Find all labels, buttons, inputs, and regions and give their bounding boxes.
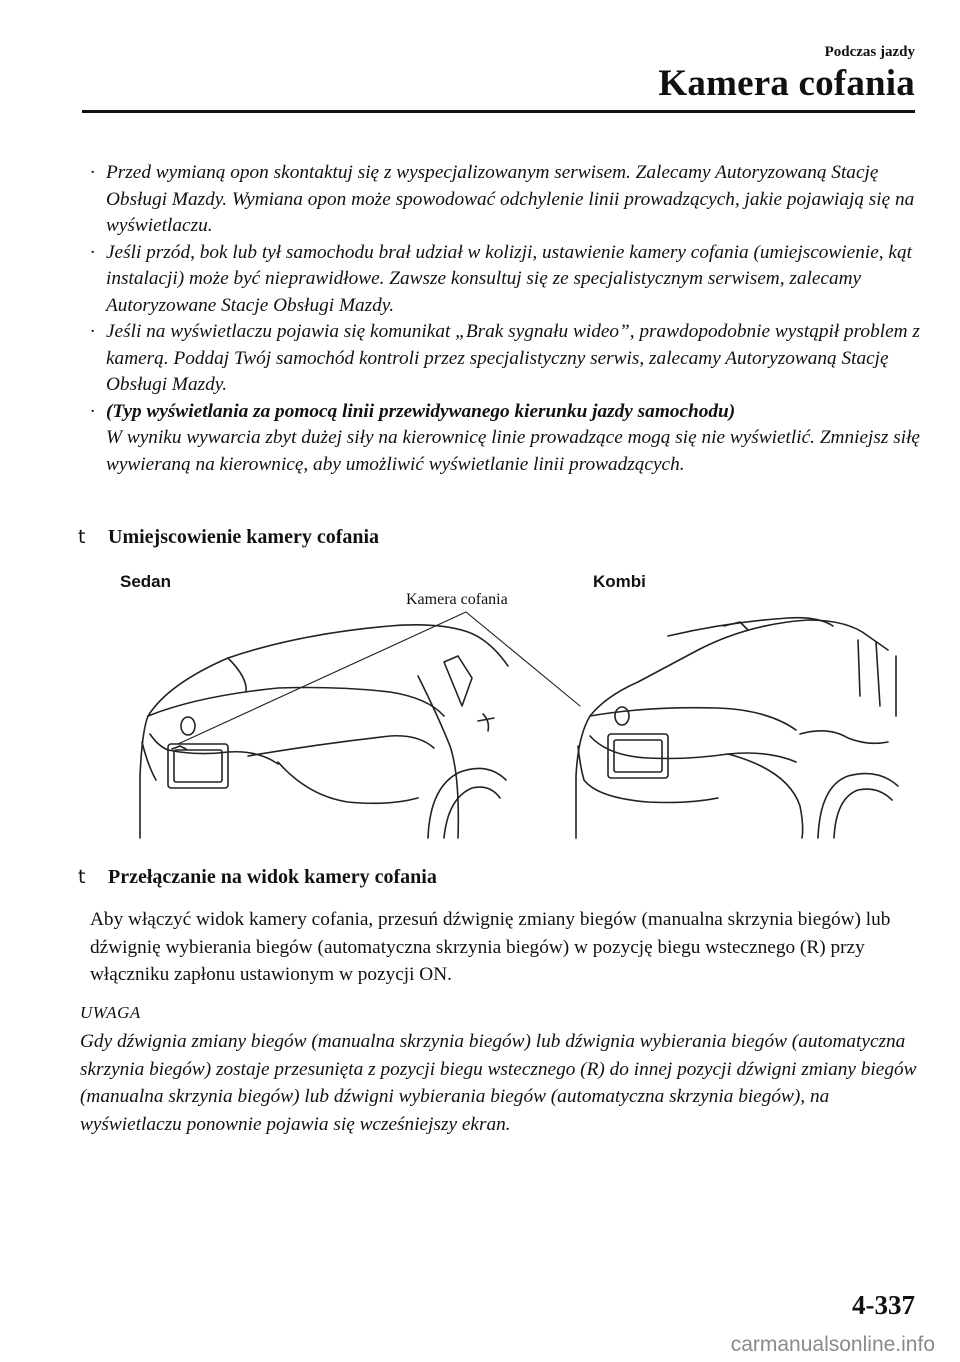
figure-label-sedan: Sedan bbox=[120, 572, 172, 591]
bullet-dot: · bbox=[90, 321, 95, 342]
section-heading-text: Przełączanie na widok kamery cofania bbox=[108, 866, 437, 888]
figure-callout-camera: Kamera cofania bbox=[406, 591, 508, 608]
bullet-item bbox=[90, 160, 920, 240]
page-title: Kamera cofania bbox=[658, 63, 915, 104]
bullet-text: W wyniku wywarcia zbyt dużej siły na kierownicę linie prowadzące mogą się nie wyświetlić. Zmniejsz siłę wywieraną na kierownicę, aby umożliwić wyświetlanie linii prowadzących. bbox=[106, 427, 920, 475]
header-rule bbox=[82, 110, 915, 113]
car-illustration bbox=[128, 566, 918, 842]
bullet-title: (Typ wyświetlania za pomocą linii przewidywanego kierunku jazdy samochodu) bbox=[106, 400, 736, 422]
section-heading-switching bbox=[78, 866, 437, 889]
bullet-dot: · bbox=[90, 400, 95, 422]
bullet-item bbox=[90, 240, 920, 320]
sedan-outline bbox=[140, 625, 508, 838]
bullet-text: Jeśli na wyświetlaczu pojawia się komunikat „Brak sygnału wideo”, prawdopodobnie wystąpił problem z kamerą. Poddaj Twój samochód kontroli przez specjalistyczny serwis, zalecamy Autoryzowaną Stację Obsługi Mazdy. bbox=[106, 321, 920, 395]
section-heading-location bbox=[78, 526, 379, 549]
section-marker: t bbox=[78, 866, 86, 888]
watermark: carmanualsonline.info bbox=[730, 1333, 935, 1356]
page-number: 4-337 bbox=[852, 1290, 915, 1320]
header-section: Podczas jazdy bbox=[824, 44, 915, 60]
section-heading-text: Umiejscowienie kamery cofania bbox=[108, 526, 380, 548]
bullet-dot: · bbox=[90, 162, 95, 183]
bullet-text: Jeśli przód, bok lub tył samochodu brał udział w kolizji, ustawienie kamery cofania (umiejscowienie, kąt instalacji) może być nieprawidłowe. Zawsze konsultuj się ze specjalistycznym serwisem, zalecamy Autoryzowane Stacje Obsługi Mazdy. bbox=[106, 241, 912, 316]
bullet-dot: · bbox=[90, 241, 95, 263]
bullet-text: Przed wymianą opon skontaktuj się z wyspecjalizowanym serwisem. Zalecamy Autoryzowaną Stację Obsługi Mazdy. Wymiana opon może spowodować odchylenie linii prowadzących, jakie pojawiają się na wyświetlaczu. bbox=[106, 162, 915, 236]
section-marker: t bbox=[78, 526, 86, 548]
kombi-outline bbox=[576, 618, 898, 838]
bullet-item bbox=[90, 319, 920, 399]
note-label: UWAGA bbox=[80, 1003, 141, 1022]
camera-location-figure bbox=[120, 566, 918, 842]
switching-paragraph: Aby włączyć widok kamery cofania, przesuń dźwignię zmiany biegów (manualna skrzynia biegów) lub dźwignię wybierania biegów (automatyczna skrzynia biegów) w pozycję biegu wstecznego (R) przy włączniku zapłonu ustawionym w pozycji ON. bbox=[90, 909, 891, 985]
bullet-list bbox=[90, 160, 920, 478]
callout-leader-lines bbox=[178, 612, 580, 744]
note-text: Gdy dźwignia zmiany biegów (manualna skrzynia biegów) lub dźwignia wybierania biegów (automatyczna skrzynia biegów) zostaje przesunięta z pozycji biegu wstecznego (R) do innej pozycji dźwigni zmiany biegów (manualna skrzynia biegów) lub dźwigni wybierania biegów (automatyczna skrzynia biegów), na wyświetlaczu ponownie pojawia się wcześniejszy ekran. bbox=[80, 1031, 917, 1135]
figure-label-kombi: Kombi bbox=[593, 572, 646, 591]
bullet-item bbox=[90, 399, 920, 479]
